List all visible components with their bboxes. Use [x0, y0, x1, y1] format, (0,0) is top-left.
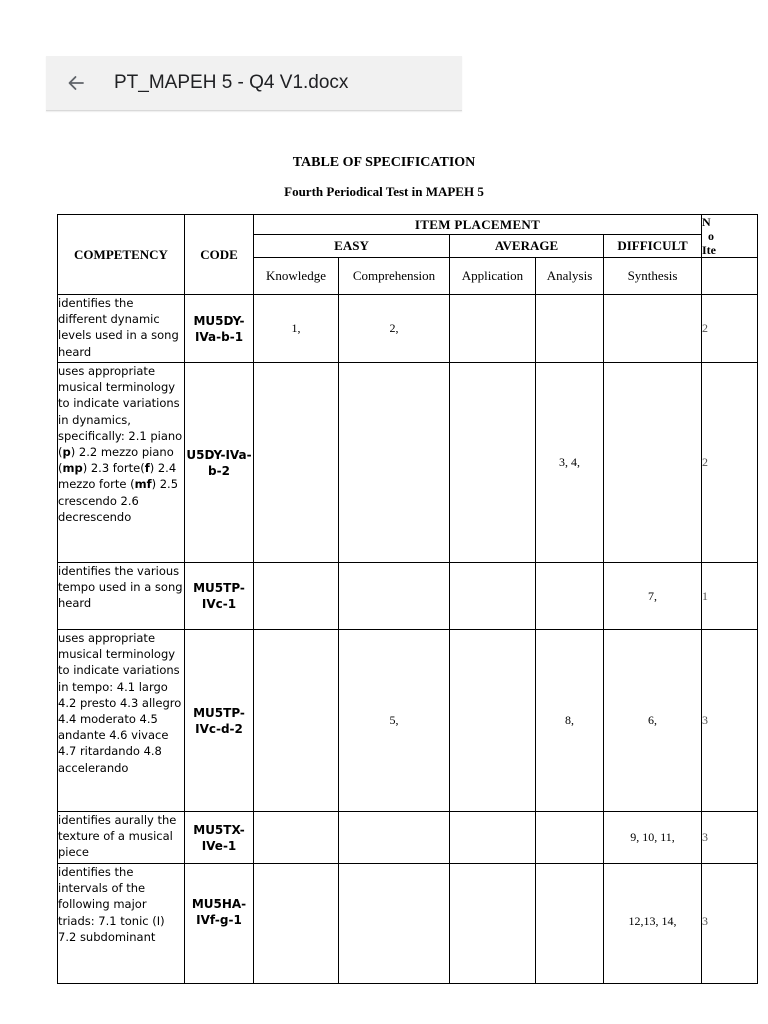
page-subtitle: Fourth Periodical Test in MAPEH 5	[284, 184, 484, 199]
code-cell: U5DY-IVa-b-2	[185, 363, 254, 563]
comprehension-cell	[339, 864, 450, 984]
items-count-cell: 2	[702, 295, 758, 363]
header-items-empty	[702, 258, 758, 295]
items-count-cell: 2	[702, 363, 758, 563]
header-code: CODE	[185, 215, 254, 295]
specification-table	[57, 214, 758, 984]
header-comprehension: Comprehension	[339, 258, 450, 295]
application-cell	[450, 630, 536, 812]
header-difficult: DIFFICULT	[604, 235, 702, 258]
comprehension-cell	[339, 363, 450, 563]
synthesis-cell	[604, 295, 702, 363]
table-row	[58, 864, 758, 984]
items-count-cell: 3	[702, 630, 758, 812]
page-title: TABLE OF SPECIFICATION	[292, 155, 476, 170]
competency-cell: identifies the different dynamic levels used in a song heard	[58, 295, 185, 363]
competency-cell: identifies the intervals of the following major triads: 7.1 tonic (I) 7.2 subdominant	[58, 864, 185, 984]
application-cell	[450, 563, 536, 630]
header-items-line2: o	[708, 229, 715, 243]
header-analysis: Analysis	[536, 258, 604, 295]
table-row	[58, 812, 758, 864]
competency-cell: uses appropriate musical terminology to indicate variations in tempo: 4.1 largo 4.2 presto 4.3 allegro 4.4 moderato 4.5 andante 4.6 vivace 4.7 ritardando 4.8 accelerando	[58, 630, 185, 812]
competency-cell: identifies the various tempo used in a song heard	[58, 563, 185, 630]
header-number-of-items	[702, 215, 758, 258]
items-count-cell: 3	[702, 812, 758, 864]
knowledge-cell	[254, 363, 339, 563]
items-count-cell: 3	[702, 864, 758, 984]
comprehension-cell: 5,	[339, 630, 450, 812]
analysis-cell	[536, 812, 604, 864]
analysis-cell: 8,	[536, 630, 604, 812]
header-average: AVERAGE	[450, 235, 604, 258]
synthesis-cell: 6,	[604, 630, 702, 812]
application-cell	[450, 363, 536, 563]
table-row	[58, 363, 758, 563]
specification-table-viewport	[57, 214, 722, 944]
knowledge-cell	[254, 630, 339, 812]
table-row	[58, 630, 758, 812]
application-cell	[450, 812, 536, 864]
document-title: PT_MAPEH 5 - Q4 V1.docx	[114, 72, 349, 93]
application-cell	[450, 295, 536, 363]
synthesis-cell: 9, 10, 11,	[604, 812, 702, 864]
analysis-cell	[536, 563, 604, 630]
arrow-left-icon	[67, 74, 85, 92]
header-competency: COMPETENCY	[58, 215, 185, 295]
table-row	[58, 563, 758, 630]
header-items-line3: Ite	[702, 243, 717, 257]
synthesis-cell: 7,	[604, 563, 702, 630]
code-cell: MU5TP-IVc-d-2	[185, 630, 254, 812]
analysis-cell	[536, 864, 604, 984]
synthesis-cell: 12,13, 14,	[604, 864, 702, 984]
knowledge-cell: 1,	[254, 295, 339, 363]
table-row	[58, 295, 758, 363]
items-count-cell: 1	[702, 563, 758, 630]
comprehension-cell: 2,	[339, 295, 450, 363]
analysis-cell: 3, 4,	[536, 363, 604, 563]
knowledge-cell	[254, 864, 339, 984]
synthesis-cell	[604, 363, 702, 563]
knowledge-cell	[254, 563, 339, 630]
header-synthesis: Synthesis	[604, 258, 702, 295]
header-item-placement: ITEM PLACEMENT	[254, 215, 702, 235]
header-easy: EASY	[254, 235, 450, 258]
code-cell: MU5HA-IVf-g-1	[185, 864, 254, 984]
competency-cell: uses appropriate musical terminology to indicate variations in dynamics, specifically: 2.1 piano (p) 2.2 mezzo piano (mp) 2.3 forte(f) 2.4 mezzo forte (mf) 2.5 crescendo 2.6 decrescendo	[58, 363, 185, 563]
analysis-cell	[536, 295, 604, 363]
comprehension-cell	[339, 563, 450, 630]
code-cell: MU5TX-IVe-1	[185, 812, 254, 864]
back-button[interactable]	[64, 71, 88, 95]
header-items-line1: N	[702, 215, 711, 229]
doc-header-bar	[46, 56, 462, 111]
comprehension-cell	[339, 812, 450, 864]
knowledge-cell	[254, 812, 339, 864]
application-cell	[450, 864, 536, 984]
competency-cell: identifies aurally the texture of a musical piece	[58, 812, 185, 864]
header-application: Application	[450, 258, 536, 295]
code-cell: MU5DY-IVa-b-1	[185, 295, 254, 363]
header-knowledge: Knowledge	[254, 258, 339, 295]
code-cell: MU5TP-IVc-1	[185, 563, 254, 630]
